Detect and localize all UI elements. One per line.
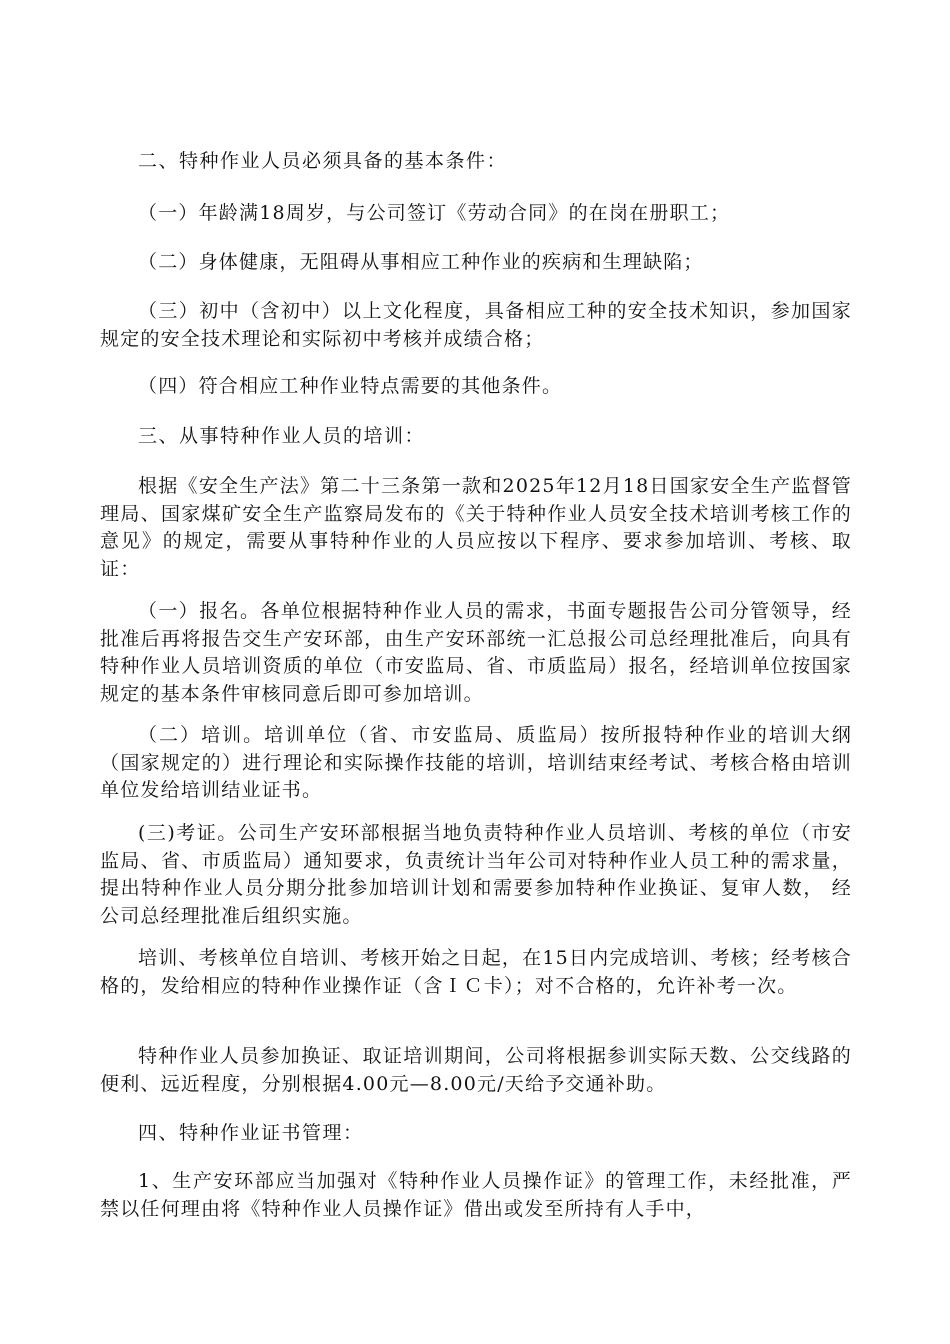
condition-item-4: （四）符合相应工种作业特点需要的其他条件。 xyxy=(138,375,563,397)
certificate-management-item-1: 1、生产安环部应当加强对《特种作业人员操作证》的管理工作，未经批准，严禁以任何理由将《特种作业人员操作证》借出或发至所持有人手中， xyxy=(100,1170,852,1220)
condition-item-1: （一）年龄满18周岁，与公司签订《劳动合同》的在岗在册职工； xyxy=(138,202,731,224)
training-assessment-paragraph: 培训、考核单位自培训、考核开始之日起，在15日内完成培训、考核；经考核合格的，发给相应的特种作业操作证（含ＩＣ卡）；对不合格的，允许补考一次。 xyxy=(100,947,852,997)
section-heading-certificate-management: 四、特种作业证书管理： xyxy=(138,1122,364,1144)
training-step-certification: (三)考证。公司生产安环部根据当地负责特种作业人员培训、考核的单位（市安监局、省、市质监局）通知要求，负责统计当年公司对特种作业人员工种的需求量，提出特种作业人员分期分批参加培训计划和需要参加特种作业换证、复审人数， 经公司总经理批准后组织实施。 xyxy=(100,822,852,927)
section-heading-basic-conditions: 二、特种作业人员必须具备的基本条件： xyxy=(138,150,508,172)
training-intro-paragraph: 根据《安全生产法》第二十三条第一款和2025年12月18日国家安全生产监督管理局、国家煤矿安全生产监察局发布的《关于特种作业人员安全技术培训考核工作的意见》的规定，需要从事特种作业的人员应按以下程序、要求参加培训、考核、取证： xyxy=(100,475,852,580)
training-step-training: （二）培训。培训单位（省、市安监局、质监局）按所报特种作业的培训大纲（国家规定的）进行理论和实际操作技能的培训，培训结束经考试、考核合格由培训单位发给培训结业证书。 xyxy=(100,724,852,801)
training-step-registration: （一）报名。各单位根据特种作业人员的需求，书面专题报告公司分管领导，经批准后再将报告交生产安环部，由生产安环部统一汇总报公司总经理批准后，向具有特种作业人员培训资质的单位（市安监局、省、市质监局）报名，经培训单位按国家规定的基本条件审核同意后即可参加培训。 xyxy=(100,600,852,705)
transport-subsidy-paragraph: 特种作业人员参加换证、取证培训期间，公司将根据参训实际天数、公交线路的便利、远近程度，分别根据4.00元—8.00元/天给予交通补助。 xyxy=(100,1045,852,1095)
condition-item-3: （三）初中（含初中）以上文化程度，具备相应工种的安全技术知识，参加国家规定的安全技术理论和实际初中考核并成绩合格； xyxy=(100,300,852,350)
condition-item-2: （二）身体健康，无阻碍从事相应工种作业的疾病和生理缺陷； xyxy=(138,251,704,273)
section-heading-training: 三、从事特种作业人员的培训： xyxy=(138,425,426,447)
